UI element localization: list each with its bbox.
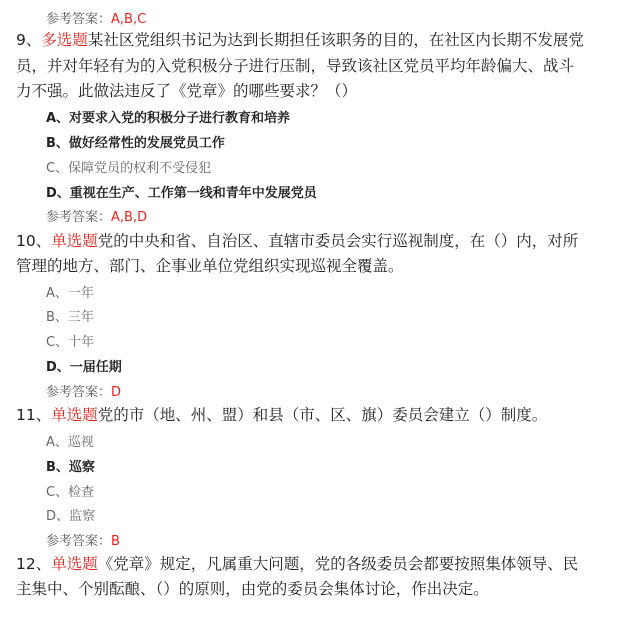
option-q11-a: A、巡视	[46, 435, 94, 450]
answer-line-q8	[46, 8, 146, 27]
question-type-tag: 单选题	[51, 555, 98, 573]
question-number: 11、	[16, 406, 52, 424]
question-number: 10、	[16, 232, 52, 250]
answer-line-q9	[46, 206, 147, 225]
answer-label: 参考答案：	[46, 534, 112, 549]
answer-value-q9: A,B,D	[111, 210, 148, 225]
answer-value-q8: A,B,C	[111, 12, 147, 27]
question-number: 9、	[16, 31, 42, 49]
option-q9-d: D、重视在生产、工作第一线和青年中发展党员	[46, 186, 317, 201]
question-type-tag: 单选题	[51, 406, 98, 424]
question-text: 《党章》规定，凡属重大问题，党的各级委员会都要按照集体领导、民	[97, 555, 579, 573]
answer-value-q11: B	[111, 534, 120, 549]
answer-value-q10: D	[111, 385, 122, 400]
option-q10-b: B、三年	[46, 310, 94, 325]
answer-label: 参考答案：	[46, 12, 112, 27]
option-q9-a: A、对要求入党的积极分子进行教育和培养	[46, 111, 291, 126]
question-12-line-1	[16, 552, 578, 574]
option-q9-b: B、做好经常性的发展党员工作	[46, 136, 225, 151]
answer-line-q11	[46, 530, 120, 549]
question-type-tag: 单选题	[51, 232, 98, 250]
question-number: 12、	[16, 555, 52, 573]
question-text: 某社区党组织书记为达到长期担任该职务的目的，在社区内长期不发展党	[87, 31, 584, 49]
option-q10-c: C、十年	[46, 335, 95, 350]
option-q9-c: C、保障党员的权利不受侵犯	[46, 161, 212, 176]
answer-label: 参考答案：	[46, 210, 112, 225]
question-9-line-3: 力不强。此做法违反了《党章》的哪些要求？（）	[16, 82, 358, 100]
question-10-line-1	[16, 229, 578, 251]
question-type-tag: 多选题	[41, 31, 88, 49]
question-9-line-2: 员，并对年轻有为的入党积极分子进行压制，导致该社区党员平均年龄偏大、战斗	[16, 57, 575, 75]
question-9-line-1	[16, 28, 584, 50]
question-text: 党的市（地、州、盟）和县（市、区、旗）委员会建立（）制度。	[97, 406, 548, 424]
question-11-line-1	[16, 403, 547, 425]
answer-line-q10	[46, 381, 121, 400]
option-q11-d: D、监察	[46, 509, 96, 524]
option-q10-d: D、一届任期	[46, 360, 122, 375]
answer-label: 参考答案：	[46, 385, 112, 400]
option-q11-c: C、检查	[46, 485, 95, 500]
question-12-line-2: 主集中、个别酝酿、（）的原则，由党的委员会集体讨论，作出决定。	[16, 580, 489, 598]
question-10-line-2: 管理的地方、部门、企事业单位党组织实现巡视全覆盖。	[16, 257, 404, 275]
option-q10-a: A、一年	[46, 286, 94, 301]
question-text: 党的中央和省、自治区、直辖市委员会实行巡视制度，在（）内，对所	[97, 232, 579, 250]
option-q11-b: B、巡察	[46, 460, 95, 475]
